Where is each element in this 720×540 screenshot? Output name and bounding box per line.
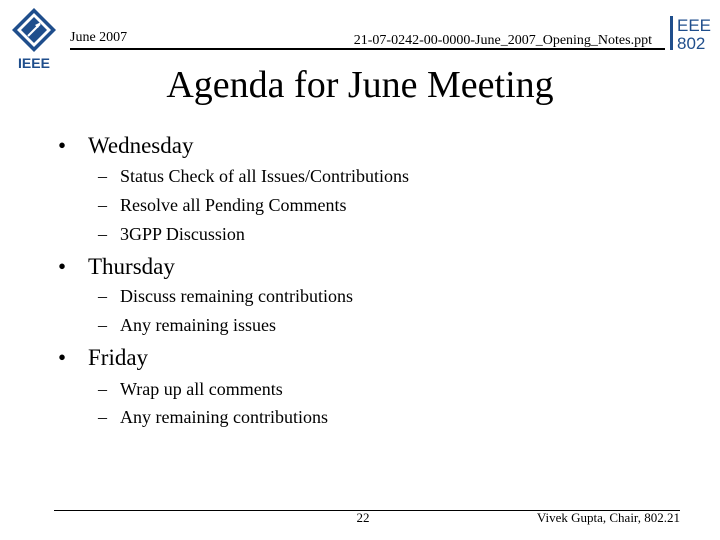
agenda-item-label: Wrap up all comments [120,379,283,399]
agenda-item-label: Any remaining contributions [120,407,328,427]
agenda-day [58,344,148,372]
agenda-day-label: Wednesday [88,133,194,158]
ieee-logo [8,6,60,72]
dash-icon: – [98,407,107,427]
header-document-id: 21-07-0242-00-0000-June_2007_Opening_Notes.ppt [353,33,652,48]
dash-icon: – [98,315,107,335]
dash-icon: – [98,224,107,244]
dash-icon: – [98,195,107,215]
ieee-802-logo-line2: 802 [677,34,706,53]
agenda-day [58,132,193,160]
agenda-item [98,285,353,307]
agenda-item-label: Status Check of all Issues/Contributions [120,166,409,186]
agenda-item-label: Any remaining issues [120,315,276,335]
page-number: 22 [356,510,370,525]
header-date: June 2007 [70,30,128,45]
bullet-icon: • [58,345,67,370]
agenda-item-label: Discuss remaining contributions [120,286,353,306]
agenda-item [98,165,409,187]
agenda-item-label: 3GPP Discussion [120,224,245,244]
dash-icon: – [98,166,107,186]
agenda-item [98,223,245,245]
agenda-item-label: Resolve all Pending Comments [120,195,347,215]
dash-icon: – [98,379,107,399]
agenda-item [98,406,328,428]
ieee-802-logo-line1: EEE [677,16,712,35]
agenda-item [98,378,283,400]
agenda-day-label: Friday [88,345,149,370]
header-rule [70,48,665,50]
bullet-icon: • [58,254,67,279]
slide-title: Agenda for June Meeting [166,64,554,106]
ieee-802-logo [668,13,714,53]
footer-author: Vivek Gupta, Chair, 802.21 [536,510,680,525]
agenda-day-label: Thursday [88,254,175,279]
agenda-day [58,253,175,281]
ieee-logo-text: IEEE [18,55,50,71]
bullet-icon: • [58,133,67,158]
agenda-item [98,194,347,216]
agenda-item [98,314,276,336]
dash-icon: – [98,286,107,306]
